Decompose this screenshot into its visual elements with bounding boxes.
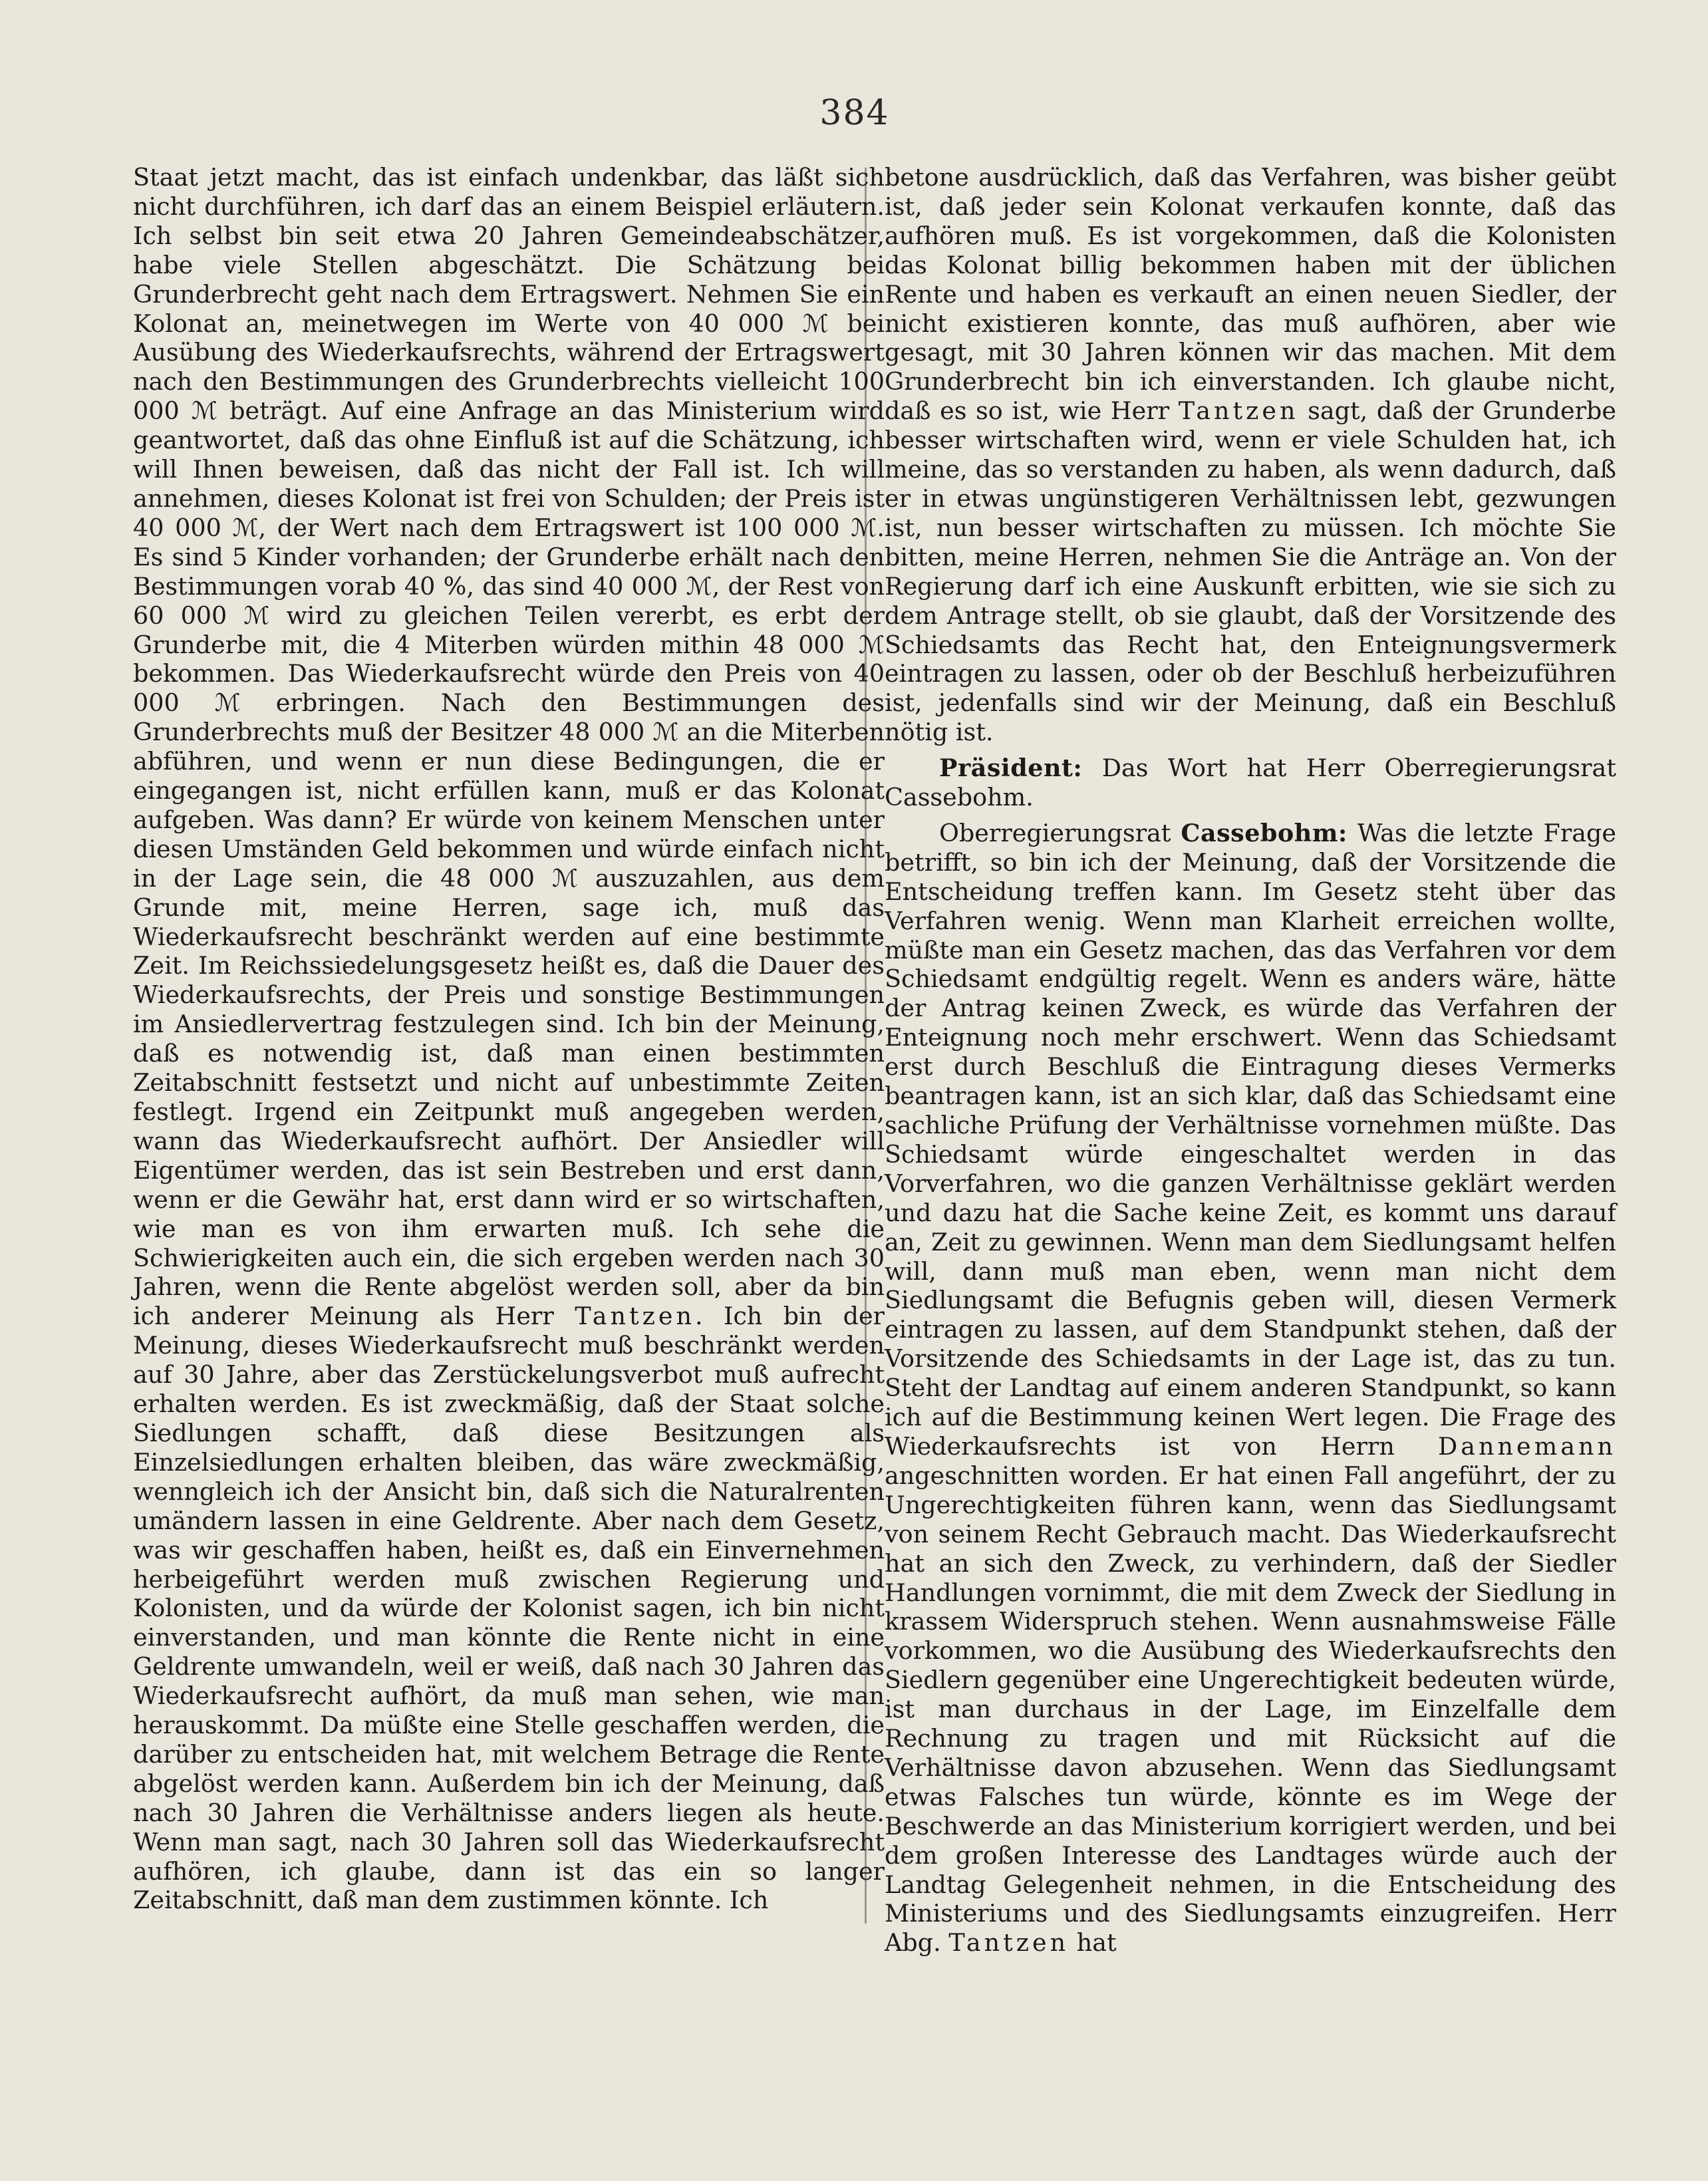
person-name-dannemann: Dannemann — [1437, 1431, 1616, 1461]
person-name-tantzen: Tantzen — [575, 1302, 695, 1331]
right-paragraph-2 — [885, 754, 1616, 812]
right-paragraph-3-text-b: angeschnitten worden. Er hat einen Fall angeführt, der zu Ungerechtigkeiten führen kann, wenn das Siedlungsamt von seinem Recht Gebrauch macht. Das Wiederkaufsrecht hat an sich den Zweck, zu verhindern, daß der Siedler Handlungen vornimmt, die mit dem Zweck der Siedlung in krassem Widerspruch stehen. Wenn ausnahmsweise Fälle vorkommen, wo die Ausübung des Wiederkaufsrechts den Siedlern gegenüber eine Ungerechtigkeit bedeuten würde, ist man durchaus in der Lage, im Einzelfalle dem Rechnung zu tragen und mit Rücksicht auf die Verhältnisse davon abzusehen. Wenn das Siedlungsamt etwas Falsches tun würde, könnte es im Wege der Beschwerde an das Ministerium korrigiert werden, und bei dem großen Interesse des Landtages würde auch der Landtag Gelegenheit nehmen, in die Entscheidung des Ministeriums und des Siedlungsamts einzugreifen. Herr Abg. — [885, 1461, 1616, 1958]
page-number: 384 — [819, 93, 890, 133]
right-paragraph-3-text-a: Was die letzte Frage betrifft, so bin ich der Meinung, daß der Vorsitzende die Entscheidung treffen kann. Im Gesetz steht über das Verfahren wenig. Wenn man Klarheit erreichen wollte, müßte man ein Gesetz machen, das das Verfahren vor dem Schiedsamt endgültig regelt. Wenn es anders wäre, hätte der Antrag keinen Zweck, es würde das Verfahren der Enteignung noch mehr erschwert. Wenn das Schiedsamt erst durch Beschluß die Eintragung dieses Vermerks beantragen kann, ist an sich klar, daß das Schiedsamt eine sachliche Prüfung der Verhältnisse vornehmen müßte. Das Schiedsamt würde eingeschaltet werden in das Vorverfahren, wo die ganzen Verhältnisse geklärt werden und dazu hat die Sache keine Zeit, es kommt uns darauf an, Zeit zu gewinnen. Wenn man dem Siedlungsamt helfen will, dann muß man eben, wenn man nicht dem Siedlungsamt die Befugnis geben will, diesen Vermerk eintragen zu lassen, auf dem Standpunkt stehen, daß der Vorsitzende des Schiedsamts in der Lage ist, das zu tun. Steht der Landtag auf einem anderen Standpunkt, so kann ich auf die Bestimmung keinen Wert legen. Die Frage des Wiederkaufsrechts ist von Herrn — [885, 818, 1616, 1461]
person-name-tantzen: Tantzen — [1178, 396, 1299, 426]
left-column — [133, 163, 885, 2081]
right-column — [885, 163, 1616, 2081]
person-name-tantzen: Tantzen — [948, 1928, 1069, 1958]
left-paragraph-1 — [133, 163, 885, 1915]
speaker-cassebohm: Cassebohm: — [1181, 818, 1348, 847]
right-paragraph-1-text-b: sagt, daß der Grunderbe besser wirtschaften wird, wenn er viele Schulden hat, ich meine, das so verstanden zu haben, als wenn dadurch, daß er in etwas ungünstigeren Verhältnissen lebt, gezwungen ist, nun besser wirtschaften zu müssen. Ich möchte Sie bitten, meine Herren, nehmen Sie die Anträge an. Von der Regierung darf ich eine Auskunft erbitten, wie sie sich zu dem Antrage stellt, ob sie glaubt, daß der Vorsitzende des Schiedsamts das Recht hat, den Enteignungsvermerk eintragen zu lassen, oder ob der Beschluß herbeizuführen ist, jedenfalls sind wir der Meinung, daß ein Beschluß nötig ist. — [885, 396, 1616, 747]
right-paragraph-2-text: Das Wort hat Herr Oberregierungsrat Cassebohm. — [885, 754, 1616, 812]
left-paragraph-1-text: Staat jetzt macht, das ist einfach undenkbar, das läßt sich nicht durchführen, ich darf das an einem Beispiel erläutern. Ich selbst bin seit etwa 20 Jahren Gemeindeabschätzer, habe viele Stellen abgeschätzt. Die Schätzung bei Grunderbrecht geht nach dem Ertragswert. Nehmen Sie ein Kolonat an, meinetwegen im Werte von 40 000 ℳ bei Ausübung des Wiederkaufsrechts, während der Ertragswert nach den Bestimmungen des Grunderbrechts vielleicht 100 000 ℳ beträgt. Auf eine Anfrage an das Ministerium wird geantwortet, daß das ohne Einfluß ist auf die Schätzung, ich will Ihnen beweisen, daß das nicht der Fall ist. Ich will annehmen, dieses Kolonat ist frei von Schulden; der Preis ist 40 000 ℳ, der Wert nach dem Ertragswert ist 100 000 ℳ. Es sind 5 Kinder vorhanden; der Grunderbe erhält nach den Bestimmungen vorab 40 %, das sind 40 000 ℳ, der Rest von 60 000 ℳ wird zu gleichen Teilen vererbt, es erbt der Grunderbe mit, die 4 Miterben würden mithin 48 000 ℳ bekommen. Das Wiederkaufsrecht würde den Preis von 40 000 ℳ erbringen. Nach den Bestimmungen des Grunderbrechts muß der Besitzer 48 000 ℳ an die Miterben abführen, und wenn er nun diese Bedingungen, die er eingegangen ist, nicht erfüllen kann, muß er das Kolonat aufgeben. Was dann? Er würde von keinem Menschen unter diesen Umständen Geld bekommen und würde einfach nicht in der Lage sein, die 48 000 ℳ auszuzahlen, aus dem Grunde mit, meine Herren, sage ich, muß das Wiederkaufsrecht beschränkt werden auf eine bestimmte Zeit. Im Reichssiedelungsgesetz heißt es, daß die Dauer des Wiederkaufsrechts, der Preis und sonstige Bestimmungen im Ansiedlervertrag festzulegen sind. Ich bin der Meinung, daß es notwendig ist, daß man einen bestimmten Zeitabschnitt festsetzt und nicht auf unbestimmte Zeiten festlegt. Irgend ein Zeitpunkt muß angegeben werden, wann das Wiederkaufsrecht aufhört. Der Ansiedler will Eigentümer werden, das ist sein Bestreben und erst dann, wenn er die Gewähr hat, erst dann wird er so wirtschaften, wie man es von ihm erwarten muß. Ich sehe die Schwierigkeiten auch ein, die sich ergeben werden nach 30 Jahren, wenn die Rente abgelöst werden soll, aber da bin ich anderer Meinung als Herr — [133, 163, 885, 1331]
left-paragraph-1-tail: . Ich bin der Meinung, dieses Wiederkaufsrecht muß beschränkt werden auf 30 Jahre, aber das Zerstückelungsverbot muß aufrecht erhalten werden. Es ist zweckmäßig, daß der Staat solche Siedlungen schafft, daß diese Besitzungen als Einzelsiedlungen erhalten bleiben, das wäre zweckmäßig, wenngleich ich der Ansicht bin, daß sich die Naturalrenten umändern lassen in eine Geldrente. Aber nach dem Gesetz, was wir geschaffen haben, heißt es, daß ein Einvernehmen herbeigeführt werden muß zwischen Regierung und Kolonisten, und da würde der Kolonist sagen, ich bin nicht einverstanden, und man könnte die Rente nicht in eine Geldrente umwandeln, weil er weiß, daß nach 30 Jahren das Wiederkaufsrecht aufhört, da muß man sehen, wie man herauskommt. Da müßte eine Stelle geschaffen werden, die darüber zu entscheiden hat, mit welchem Betrage die Rente abgelöst werden kann. Außerdem bin ich der Meinung, daß nach 30 Jahren die Verhältnisse anders liegen als heute. Wenn man sagt, nach 30 Jahren soll das Wiederkaufsrecht aufhören, ich glaube, dann ist das ein so langer Zeitabschnitt, daß man dem zustimmen könnte. Ich — [133, 1302, 885, 1915]
speaker-praesident: Präsident: — [939, 754, 1083, 783]
right-paragraph-1-text-a: betone ausdrücklich, daß das Verfahren, was bisher geübt ist, daß jeder sein Kolonat verkaufen konnte, daß das aufhören muß. Es ist vorgekommen, daß die Kolonisten das Kolonat billig bekommen haben mit der üblichen Rente und haben es verkauft an einen neuen Siedler, der nicht existieren konnte, das muß aufhören, aber wie gesagt, mit 30 Jahren können wir das machen. Mit dem Grunderbrecht bin ich einverstanden. Ich glaube nicht, daß es so ist, wie Herr — [885, 163, 1616, 426]
speaker-title: Oberregierungsrat — [939, 818, 1171, 847]
right-paragraph-3 — [885, 819, 1616, 1958]
right-paragraph-3-text-c: hat — [1076, 1928, 1117, 1958]
right-paragraph-1 — [885, 163, 1616, 747]
